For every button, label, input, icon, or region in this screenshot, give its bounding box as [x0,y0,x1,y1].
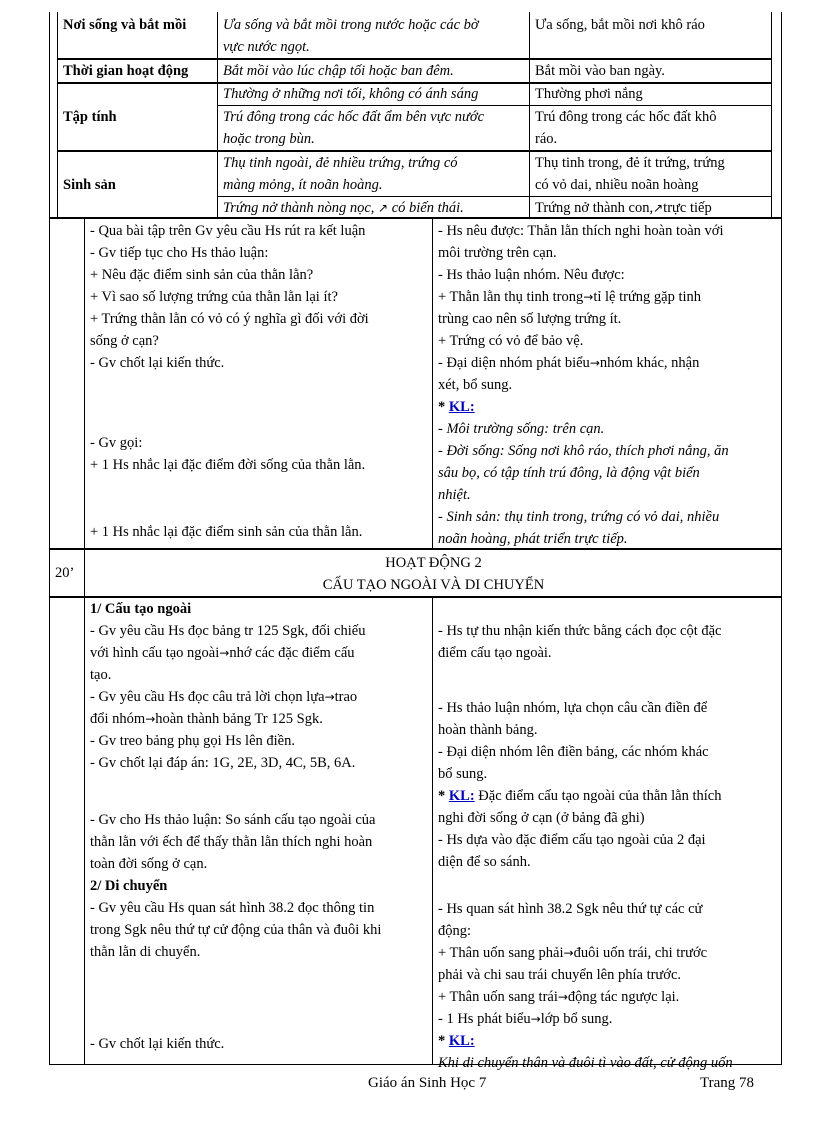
frog-activity-time: Bắt mồi vào lúc chập tối hoặc ban đêm. [223,63,454,79]
row-label-behavior: Tập tính [63,109,117,125]
lizard-activity-time: Bắt mồi vào ban ngày. [535,63,665,79]
right-arrow-icon: → [145,712,156,726]
subtable-border-right [771,12,772,218]
student-activities-4: - Hs quan sát hình 38.2 Sgk nêu thứ tự các cử động: + Thân uốn sang phải→đuôi uốn trái, chi trước phải và chi sau trái chuyển lên phía trước. + Thân uốn sang trái→động tác ngược lại. - 1 Hs phát biểu→lớp bổ sung. * KL: Khi di chuyển thân và đuôi tì vào đất, cử động uốn [438,901,733,1071]
row-label-reproduction: Sinh sản [63,177,116,193]
teacher-activities-3: + 1 Hs nhắc lại đặc điểm sinh sản của thằn lằn. [90,524,363,540]
right-arrow-icon: → [589,356,600,370]
right-arrow-icon: → [557,990,568,1004]
diagonal-arrow-icon: ↗ [653,201,664,215]
right-arrow-icon: → [530,1012,541,1026]
lizard-behavior-1: Thường phơi nắng [535,86,643,102]
row-label-activity-time: Thời gian hoạt động [63,63,189,79]
student-activities-1: - Hs nêu được: Thằn lằn thích nghi hoàn toàn với môi trường trên cạn. - Hs thảo luận nhóm. Nêu được: + Thằn lằn thụ tinh trong→tỉ lệ trứng gặp tinh trùng cao nên số lượng trứng ít. + Trứng có vỏ để bảo vệ. - Đại diện nhóm phát biểu→nhóm khác, nhận xét, bổ sung. * KL: - Môi trường sống: trên cạn. - Đời sống: Sống nơi khô ráo, thích phơi nắng, ăn sâu bọ, có tập tính trú đông, là động vật biến nhiệt. - Sinh sản: thụ tinh trong, trứng có vỏ dai, nhiều noãn hoàng, phát triển trực tiếp. [438,223,729,547]
right-arrow-icon: → [219,646,230,660]
conclusion-label: KL: [448,399,475,415]
subtable-divider-1 [217,12,218,218]
activity-heading [85,552,782,596]
teacher-activities-5: - Gv cho Hs thảo luận: So sánh cấu tạo ngoài của thằn lằn với ếch để thấy thằn lằn thích nghi hoàn toàn đời sống ở cạn. 2/ Di chuyển - Gv yêu cầu Hs quan sát hình 38.2 đọc thông tin trong Sgk nêu thứ tự cử động của thân và đuôi khi thằn lằn di chuyển. [90,812,382,960]
diagonal-arrow-icon: ↗ [378,201,389,215]
frog-behavior-1: Thường ở những nơi tối, không có ánh sáng [223,86,479,102]
teacher-activities-1: - Qua bài tập trên Gv yêu cầu Hs rút ra kết luận - Gv tiếp tục cho Hs thảo luận: + Nêu đặc điểm sinh sản của thằn lằn? + Vì sao số lượng trứng của thằn lằn lại ít? + Trứng thằn lằn có vỏ có ý nghĩa gì đối với đời sống ở cạn? - Gv chốt lại kiến thức. [90,223,369,371]
teacher-activities-4: 1/ Cấu tạo ngoài - Gv yêu cầu Hs đọc bảng tr 125 Sgk, đối chiếu với hình cấu tạo ngoài→nhớ các đặc điểm cấu tạo. - Gv yêu cầu Hs đọc câu trả lời chọn lựa→trao đổi nhóm→hoàn thành bảng Tr 125 Sgk. - Gv treo bảng phụ gọi Hs lên điền. - Gv chốt lại đáp án: 1G, 2E, 3D, 4C, 5B, 6A. [90,598,365,774]
activity-subtitle: CẤU TẠO NGOÀI VÀ DI CHUYỂN [322,577,545,593]
student-activities-3: - Hs thảo luận nhóm, lựa chọn câu cần điền để hoàn thành bảng. - Đại diện nhóm lên điền bảng, các nhóm khác bổ sung. * KL: Đặc điểm cấu tạo ngoài của thằn lằn thích nghi đời sống ở cạn (ở bảng đã ghi) - Hs dựa vào đặc điểm cấu tạo ngoài của 2 đại diện để so sánh. [438,700,722,870]
frog-reproduction-2: Trứng nở thành nòng nọc, ↗ có biến thái. [223,200,464,216]
teacher-activities-2: - Gv gọi: + 1 Hs nhắc lại đặc điểm đời sống của thằn lằn. [90,435,366,473]
conclusion-label: KL: [448,788,475,804]
col-divider-time [84,218,85,548]
lizard-behavior-2: Trú đông trong các hốc đất khô ráo. [535,109,717,147]
activity-title: HOẠT ĐỘNG 2 [385,555,482,571]
right-arrow-icon: → [563,946,574,960]
col-divider-time [84,596,85,1065]
heading-movement: 2/ Di chuyển [90,878,168,894]
frog-reproduction-1: Thụ tinh ngoài, đẻ nhiều trứng, trứng có màng mỏng, ít noãn hoàng. [223,155,458,193]
student-activities-2: - Hs tự thu nhận kiến thức bằng cách đọc cột đặc điểm cấu tạo ngoài. [438,623,722,661]
border-left [49,12,50,1065]
frog-behavior-2: Trú đông trong các hốc đất ẩm bên vực nước hoặc trong bùn. [223,109,485,147]
activity-time: 20’ [55,565,75,581]
col-divider-mid [432,218,433,548]
lizard-reproduction-1: Thụ tinh trong, đẻ ít trứng, trứng có vỏ dai, nhiều noãn hoàng [535,155,725,193]
footer-title: Giáo án Sinh Học 7 [368,1075,487,1091]
frog-habitat: Ưa sống và bắt mồi trong nước hoặc các bờ vực nước ngọt. [223,17,479,55]
right-arrow-icon: → [324,690,335,704]
subtable-border-left [57,12,58,218]
teacher-activities-6: - Gv chốt lại kiến thức. [90,1036,225,1052]
subtable-divider-2 [529,12,530,218]
lizard-habitat: Ưa sống, bắt mồi nơi khô ráo [535,17,705,33]
conclusion-label: KL: [448,1033,475,1049]
page [49,12,782,1071]
lizard-reproduction-2: Trứng nở thành con,↗trực tiếp [535,200,712,216]
col-divider-mid [432,596,433,1065]
heading-external-structure: 1/ Cấu tạo ngoài [90,601,192,617]
row-label-habitat: Nơi sống và bắt mồi [63,17,187,33]
right-arrow-icon: → [583,290,594,304]
footer-page-number: Trang 78 [700,1075,755,1091]
border-right [781,12,782,1065]
